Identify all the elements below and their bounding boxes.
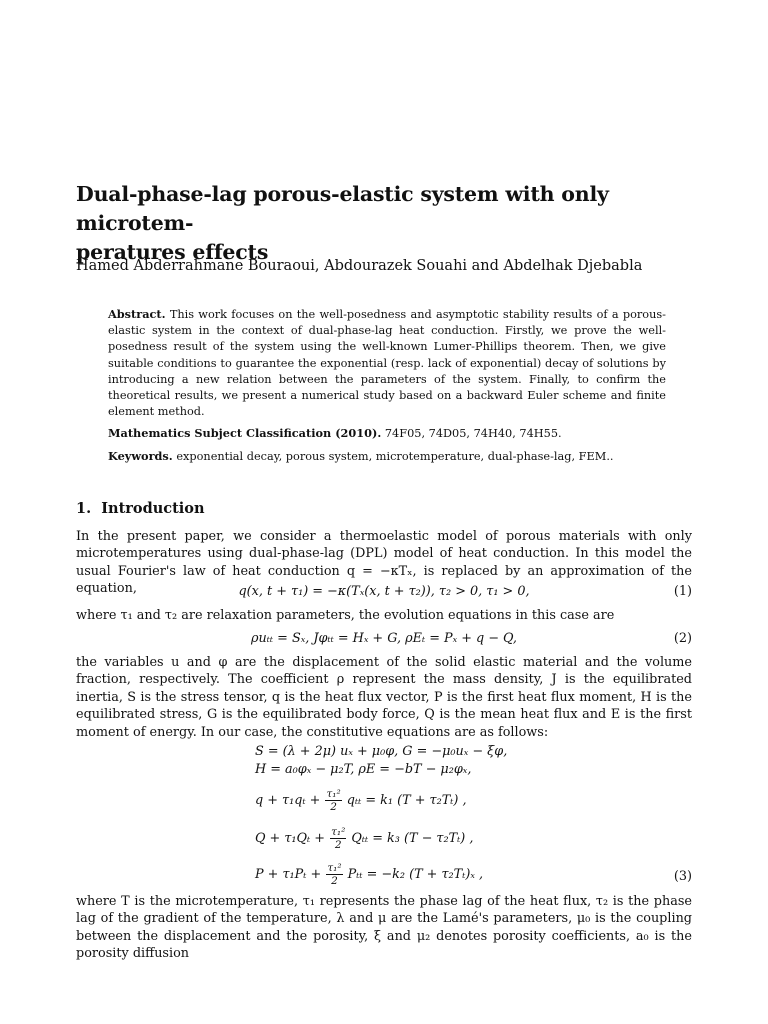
fraction-numerator: τ₁²	[331, 826, 346, 838]
equation-3-line-1: S = (λ + 2μ) uₓ + μ₀φ, G = −μ₀uₓ − ξφ,	[255, 744, 508, 759]
keywords-label: Keywords.	[108, 448, 173, 463]
eq3-line4-right: Qₜₜ = k₃ (T − τ₂Tₜ) ,	[351, 831, 474, 846]
paragraph-2: where τ₁ and τ₂ are relaxation parameters, the evolution equations in this case are	[76, 608, 615, 623]
fraction	[330, 826, 346, 851]
fraction-numerator: τ₁²	[326, 788, 341, 800]
eq3-line3-right: qₜₜ = k₁ (T + τ₂Tₜ) ,	[346, 793, 467, 808]
equation-3-line-4	[255, 826, 473, 851]
abstract-block	[108, 306, 666, 465]
paragraph-4: where T is the microtemperature, τ₁ represents the phase lag of the heat flux, τ₂ is the phase lag of the gradient of the temperature, λ and μ are the Lamé's parameters, μ₀ is the coupling between the displacement and the porosity, ξ and μ₂ denotes porosity coefficients, a₀ is the porosity diffusion	[76, 894, 692, 962]
paragraph-1: In the present paper, we consider a thermoelastic model of porous materials with only microtemperatures using dual-phase-lag (DPL) model of heat conduction. In this model the usual Fourier's law of heat conduction q = −κTₓ, is replaced by an approximation of the equation,	[76, 529, 692, 597]
msc-line	[108, 425, 666, 442]
eq3-line5-left: P + τ₁Pₜ +	[255, 867, 322, 882]
abstract-paragraph	[108, 306, 666, 420]
keywords-line	[108, 448, 666, 465]
equation-3-block	[255, 743, 507, 779]
equation-2-expr: ρuₜₜ = Sₓ, Jφₜₜ = Hₓ + G, ρEₜ = Pₓ + q − Q,	[251, 631, 517, 646]
paragraph-3: the variables u and φ are the displacement of the solid elastic material and the volume fraction, respectively. The coefficient ρ represent the mass density, J is the equilibrated inertia, S is the stress tensor, q is the heat flux vector, P is the first heat flux moment, H is the equilibrated stress, G is the equilibrated body force, Q is the mean heat flux and E is the first moment of energy. In our case, the constitutive equations are as follows:	[76, 655, 692, 740]
equation-1-number: (1)	[673, 584, 692, 599]
abstract-label: Abstract.	[108, 307, 166, 321]
eq3-line4-left: Q + τ₁Qₜ +	[255, 831, 325, 846]
equation-3-line-3	[255, 788, 467, 813]
equation-1-expr: q(x, t + τ₁) = −κ(Tₓ(x, t + τ₂)), τ₂ > 0, τ₁ > 0,	[238, 584, 530, 599]
equation-3-line-2: H = a₀φₓ − μ₂T, ρE = −bT − μ₂φₓ,	[255, 762, 472, 777]
keywords-value: exponential decay, porous system, microtemperature, dual-phase-lag, FEM..	[176, 449, 614, 463]
eq3-line3-left: q + τ₁qₜ +	[255, 793, 321, 808]
equation-1	[76, 584, 692, 602]
fraction	[325, 788, 341, 813]
authors: Hamed Abderrahmane Bouraoui, Abdourazek Souahi and Abdelhak Djebabla	[76, 258, 643, 274]
equation-3-number: (3)	[673, 869, 692, 884]
section-number: 1.	[76, 500, 92, 517]
abstract-text: This work focuses on the well-posedness and asymptotic stability results of a porous-elastic system in the context of dual-phase-lag heat conduction. Firstly, we prove the well-posedness result of the system using the well-known Lumer-Phillips theorem. Then, we give suitable conditions to guarantee the exponential (resp. lack of exponential) decay of solutions by introducing a new relation between the parameters of the system. Finally, to confirm the theoretical results, we present a numerical study based on a backward Euler scheme and finite element method.	[108, 308, 666, 419]
msc-value: 74F05, 74D05, 74H40, 74H55.	[384, 427, 562, 441]
equation-2-number: (2)	[673, 631, 692, 646]
section-heading	[76, 500, 205, 517]
equation-2	[76, 631, 692, 649]
fraction-denominator: 2	[331, 875, 338, 887]
paper-title	[76, 180, 696, 267]
equation-3-line-5	[255, 862, 483, 887]
msc-label: Mathematics Subject Classification (2010).	[108, 426, 382, 441]
fraction-denominator: 2	[330, 801, 337, 813]
fraction-numerator: τ₁²	[327, 862, 342, 874]
fraction	[326, 862, 342, 887]
section-title: Introduction	[101, 500, 205, 517]
fraction-denominator: 2	[334, 839, 342, 851]
title-line-1: Dual-phase-lag porous-elastic system with only microtem-	[76, 182, 609, 235]
eq3-line5-right: Pₜₜ = −k₂ (T + τ₂Tₜ)ₓ ,	[347, 867, 484, 882]
title-line-2: peratures effects	[76, 240, 269, 264]
